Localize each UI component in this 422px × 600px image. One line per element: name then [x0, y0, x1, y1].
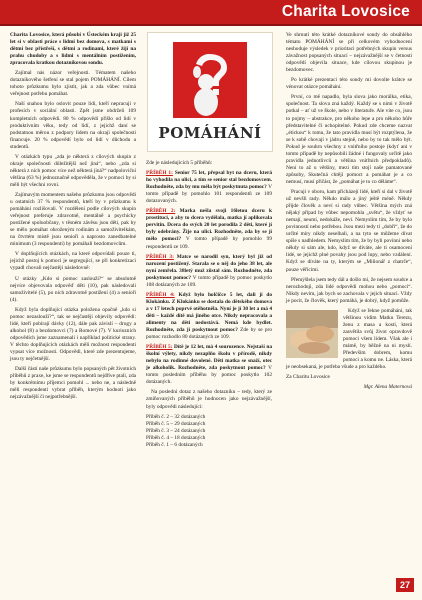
paragraph: V doplňujících otázkách, na které odpovídali pouze ti, jejichž postoj k pomoci je segregující, se při konkretizaci vypadl chovali nejčastěji následovně: [10, 251, 136, 272]
story-label: PŘÍBĚH 3: [146, 253, 174, 260]
paragraph: Když byla doplňující otázka položena opačně „kdo si pomoc nezaslouží?“, tak se nejčastěji objevily odpovědi: lidé, kteří pobírají dávky (12), dále pak závislí – drogy a alkohol (8) a bezdomovci (7) a Romové (7). V kuriozních odpovědích jsme zaznamenali i například politické strany. V těchto doplňujících otázkách měli možnost respondenti vypsat více možností. Odpovědi, které zde prezentujeme, jsou ty nejčetnější. [10, 306, 136, 363]
paragraph: Přemýšlela jsem tedy dál a došlo mi, že nejsem soudce a nerozhoduji, zda lidé odpovědí mohou nebo „pomoci“. Nikdy nevím, jak bych se zachovala v jejich situaci. Vždy je pocit, že člověk, který pomáhá, je dobrý, když pomůže. [286, 276, 412, 304]
story-label: PŘÍBĚH 2: [146, 208, 176, 215]
story-text: Matce se narodil syn, který byl již od narození postižený. Starala se o něj do jeho 38 let, ale nyní zemřela. 38letý muž zůstal sám. Rozhodněte, zda poskytnout pomoc? [146, 253, 273, 281]
story-result: Zde by se pro pomoc rozhodlo 80 dotázaných ze 109. [146, 327, 272, 341]
story-result: V tomto případě by pomohlo 101 respondentů ze 109 dotazovaných. [146, 184, 272, 205]
story-4 [146, 292, 272, 341]
paragraph: První, co mě napadlo, byla slova jako morálka, etika, společnost. Ta slova zná každý. Každý se s nimi v životě potkal – ať už ve škole, nebo v literatuře. Ale víte co, jsou to pojmy – abstrakce, pro někoho lepe a pro někoho hůře představitelné či uchopitelné. Pokud zde chceme nazvat „étickou“ k tomu, že tato pravidla musí být rozptýlena, že se k sobě chovají v jádru stejně, nebo by to tak mělo být. Pokud je souhrn všechny z vnitřního postoje (kdyť ani v tomto případě by nepůsobili žádné i fungovaly určitě jako pravidla jednotlivců a většina vnitřních předpokladů). Není to až u většiny, mezi tím stojí naše pamatované způsoby, Skutečná chtějí pomoct a pomáhat je a co nemusí, musí přičást, že „pomáhat je to co děláme“. [286, 94, 412, 185]
paragraph: Po krátké prezentaci této sondy mi dovolte krátce se vénovat otázce pomáhání. [286, 77, 412, 91]
paragraph: V otázkách typu „zda je některá z cílových skupin z okraje společnosti důležitější než jiná“, nebo „zda si některá z nich pomoc více než některá jiná?“ nadpoloviční většina (63 %) jednoznačně odpověděla, že v pomoci by si měli být všechni rovni. [10, 153, 136, 188]
story-label: PŘÍBĚH 1: [146, 170, 173, 177]
signoff: Za Charitu Lovosice [286, 374, 330, 381]
logo-text: POMÁHÁNÍ [158, 124, 262, 142]
paragraph: Další částí naše průzkumu bylo popsaných pět životních příběhů z praxe, ke jsme se respondentů nejdříve ptali, zda by konkrétnímu příjemci pomohl ... nebo ne, a následně měli respondenti vybrat příběh, kterým hodnotí jako nejzávažnější či nejpotřebnější. [10, 366, 136, 401]
story-1 [146, 170, 272, 205]
hands-photo [286, 310, 338, 358]
pomahani-logo [147, 32, 273, 152]
header-rule [0, 24, 422, 26]
story-text: Senior 75 let, přepsal byt na dceru, která ho vyhodila na ulici, a tím se senior stal bezdomovcem. Rozhodněte, zda by mu měla být poskytnuta pomoc? [146, 170, 272, 191]
page-number: 27 [396, 578, 414, 592]
paragraph: Naší snahou bylo oslovit pouze lidi, kteří nepracují v profesích v sociální oblasti. Zpět jsme obdrželi 109 kompletních odpovědí. 80 % odpovědí přišlo od lidí v produktivním věku, tedy od lidí, z jejichž daní se podstatnou měrou z podpory lidem na okraji společnosti financuje. 20 % odpovědí bylo od lidí v důchodu a studentů. [10, 101, 136, 150]
list-item: Příběh č. 1 – 6 dotázaných [146, 441, 203, 448]
story-label: PŘÍBĚH 5: [146, 344, 173, 351]
story-3 [146, 254, 272, 289]
page-title: Charita Lovosice [281, 3, 410, 20]
story-result: V tomto posledním příběhu by pomoc poskytlo 102 dotázaných. [146, 365, 272, 386]
paragraph: Zajímavým momentem našeho průzkumu jsou odpovědi u ostatních 37 % respondentů, kteří by v průzkumu k pomáhání rozlišovali. V rozdělení podle cílových skupin veřejnost preferuje zdravotně, mentálně a psychicky postižené spoluobčany, v těsném závěsu jsou děti, pak by se mělo pomáhat ohroženým rodinám a samoživitelkám, na čtvrtém místě jsou senioři a naprosto zanedbatelné minimum (3 respondenti) by pomáhali bezdomovcům. [10, 191, 136, 248]
paragraph: U otázky „Kdo si pomoc zaslouží?“ se absolutně nejvíce objevovala odpověď děti (10), pak následovali samoživitelé (5), po nich zdravotně postižení (4) a senioři (4). [10, 275, 136, 303]
question-person-icon [173, 42, 247, 118]
list-item: Příběh č. 4 – 18 dotázaných [146, 434, 206, 441]
story-5 [146, 344, 272, 386]
list-item: Příběh č. 3 – 24 dotázaných [146, 427, 206, 434]
header-bar [0, 0, 422, 24]
stories-intro: Zde je následujících 5 příběhů: [146, 160, 213, 166]
paragraph: Zajímal nás názor veřejnosti. Tématem našeho dotazníkového šetření se stal pojem POMÁHÁNÍ. Cílem tohoto průzkumu bylo zjistit, jak a zda vůbec vnímá veřejnost potřebu pomáhat. [10, 70, 136, 98]
paragraph: Pracuji v oboru, kam přicházejí lidé, kteří si dal v životě už nevšli rady. Někdo málo a jiný ještě méně. Někdy přijde člověk a neví si rady vůbec. Většina mých zná nějaký případ by vůbec nepomohla „světu“, že vždyť se nemají, neumí, nedokáže, neví. Nemyslím tím, že by bylo povinností nebo potřebou. Jsou mezi tedy ti „dobří“, že do určité míry nikdy neselhali, a na tyto se můžeme dívat spíše s nadhledem. Nemyslím tím, že by byli povinni nebo někdy si sám ale, kdo, když se díváte, ale ti osamocení lidé, se jejichž plné povahy jsou pod lupy, nebo vzdálení. Když se díváte na ty, kterým se „Milionář z chatrče“, pouze věřícími. [286, 188, 412, 273]
story-text: Marka nešla svoji 16letou dceru k prostituci, a aby to dcera vydělala, matka jí aplikovala pervitin. Dcera do svých 20 let porodila 2 děti, které jí byly odebrány. Žije na ulici. Rozhodněte, zda by se jí mělo pomoci? [146, 208, 273, 243]
lead-paragraph: Charita Lovosice, která působí v Ústeckém kraji již 25 let si v oblasti práce s lidmi bez domova, s matkami s dětmi bez přístřeší, s dětmi a rodinami, které žijí na prahu chudoby a s lidmi s mentálním postižením, zpracovala kratkou dotazníkovou sondu. [10, 32, 136, 67]
story-text: Když bylo holčičce 5 let, dali jí do Klokánku. Z Klokánku se dostala do dětského domova a v 17 letech poprvé otěhotněla. Nyní je jí 30 let a má 4 děti – každé dítě má jiného otce. Nikdy nepracovala a alimenty na děti nedostává. Nemá kde bydlet. Rozhodněte, zda jí poskytnout pomoc? [146, 291, 272, 334]
paragraph: Když se řekne pomáhání, tak většinou vidím Matku Terezu, ženu z masa a kostí, která zasvětila svůj život opravdově pomoci všem lidem. Však ale i mámě, by běžně na ni myslí. Především dobrem, komu pomoci a komu ne. Láska, která je neobsekaná, je potřeba všude a pro každého. [286, 307, 412, 371]
story-label: PŘÍBĚH 4: [146, 291, 175, 298]
results-intro: Na poslední dotaz z našeho dotazníku – tedy, který ze zmiňovaných příběhů je hodnocen jako nejzávažnější, byly odpovědi následující: [146, 389, 272, 410]
story-result: V tomto případě by pomohlo 99 respondentů ze 109. [146, 236, 272, 250]
story-2 [146, 208, 272, 250]
story-result: V tomto případě by pomoc poskytlo 108 dotázaných ze 109. [146, 274, 272, 288]
list-item: Příběh č. 2 – 32 dotázaných [146, 413, 206, 420]
story-text: Dítě je 12 let, má 4 sourozence. Nejstaší na školní výlety, nikdy nezaplňo školu v přírodě, nikdy nebylo na rodinné dovolené. Děti matka se snaží, otec je alkoholik. Rozhodněte, zda poskytnout pomoc? [146, 344, 272, 372]
signature: Mgr. Alena Maternová [363, 384, 412, 391]
list-item: Příběh č. 5 – 29 dotázaných [146, 420, 206, 427]
paragraph: Ve shrnutí této krátké dotazníkové sondy do obsáhlého tématu POMÁHÁNÍ se při celkovém vyhodnocení neshoduje výsledek v prioritaci potřebných skupin versus závažnost popsaných situací – nejzávažnější se v četnosti odpovědí objevila situace, kde cílovou skupinou je bezdomovec. [286, 32, 412, 74]
column-2 [146, 160, 272, 452]
column-3 [286, 32, 412, 394]
column-1 [10, 32, 136, 404]
results-list [146, 414, 272, 449]
